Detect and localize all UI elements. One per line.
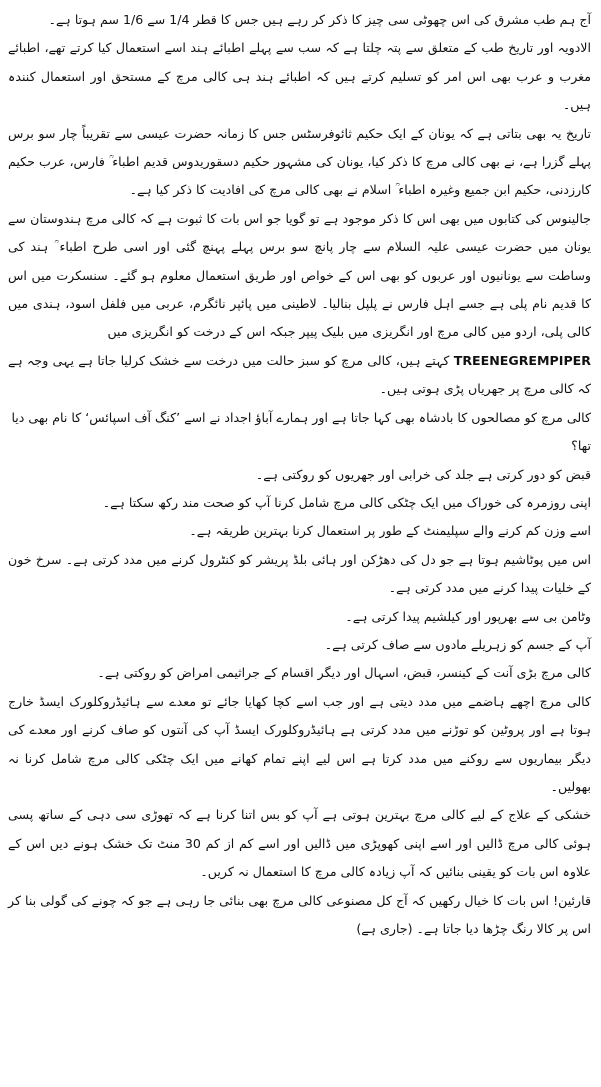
digestion-paragraph: کالی مرچ اچھے ہاضمے میں مدد دیتی ہے اور جب اسے کچا کھایا جائے تو معدے سے ہائیڈروکلورک ایسڈ خارج ہوتا ہے اور پروٹین کو توڑنے میں مدد کرتی ہے ہائیڈروکلورک ایسڈ آپ کی آنتوں کو صاف کرنے اور معدے کی دیگر بیماریوں سے روکنے میں مدد کرتا ہے اس لیے اپنے تمام کھانے میں ایک چٹکی کالی مرچ شامل کرنا نہ بھولیں۔ bbox=[8, 693, 591, 794]
king-of-spices-paragraph: کالی مرچ کو مصالحوں کا بادشاہ بھی کہا جاتا ہے اور ہمارے آباؤ اجداد نے اسے ’کنگ آف اسپائس‘ کا نام بھی دیا تھا؟ bbox=[11, 409, 591, 454]
benefit-vitamin-b: وٹامن بی سے بھرپور اور کیلشیم پیدا کرتی ہے۔ bbox=[345, 608, 591, 624]
latin-term-continuation: کہتے ہیں، کالی مرچ کو سبز حالت میں درخت سے خشک کرلیا جاتا ہے یہی وجہ ہے کہ کالی مرچ پر جھریاں پڑی ہوتی ہیں۔ bbox=[8, 352, 591, 397]
benefit-constipation: قبض کو دور کرتی ہے جلد کی خرابی اور جھریوں کو روکتی ہے۔ bbox=[255, 466, 591, 482]
intro-paragraph: آج ہم طب مشرق کی اس چھوٹی سی چیز کا ذکر کر رہے ہیں جس کا قطر 1/4 سے 1/6 سم ہوتا ہے۔ bbox=[48, 12, 591, 27]
warning-paragraph: قارئین! اس بات کا خیال رکھیں کہ آج کل مصنوعی کالی مرچ بھی بنائی جا رہی ہے جو کہ چونے کی گولی بنا کر اس پر کالا رنگ چڑھا دیا جاتا ہے۔ (جاری ہے) bbox=[8, 892, 591, 936]
benefit-potassium: اس میں پوٹاشیم ہوتا ہے جو دل کی دھڑکن اور ہائی بلڈ پریشر کو کنٹرول کرنے میں مدد کرتی ہے۔ سرخ خون کے خلیات پیدا کرنے میں مدد کرتی ہے۔ bbox=[8, 551, 591, 596]
names-paragraph: جالینوس کی کتابوں میں بھی اس کا ذکر موجود ہے تو گویا جو اس بات کا ثبوت ہے کہ کالی مرچ ہندوستان سے یونان میں حضرت عیسی علیہ السلام سے چار پانچ سو برس پہلے پہنچ گئی اور اسی طرح اطباء ؒ ہند کی وساطت سے یونانیوں اور عربوں کو بھی اس کے خواص اور طریق استعمال معلوم ہو گئے۔ سنسکرت میں اس کا قدیم نام پلی ہے جسے اہل فارس نے پلپل بنالیا۔ لاطینی میں پائپر نائگرم، عربی میں فلفل اسود، ہندی میں کالی پلی، اردو میں کالی مرچ اور انگریزی میں بلیک پیپر جبکہ اس کے درخت کو انگریزی میں bbox=[8, 210, 591, 340]
benefit-weight-loss: اسے وزن کم کرنے والے سپلیمنٹ کے طور پر استعمال کرنا بہترین طریقہ ہے۔ bbox=[189, 523, 591, 539]
dandruff-paragraph: خشکی کے علاج کے لیے کالی مرچ بہترین ہوتی ہے آپ کو بس اتنا کرنا ہے کہ تھوڑی سی دہی کے ساتھ پسی ہوئی کالی مرچ ڈالیں اور اسے اپنی کھوپڑی میں ڈالیں اور اسے کم از کم 30 منٹ تک خشک ہونے دیں اس کے علاوہ اس بات کو یقینی بنائیں کہ آپ زیادہ کالی مرچ کا استعمال نہ کریں۔ bbox=[8, 807, 591, 880]
benefit-daily-diet: اپنی روزمرہ کی خوراک میں ایک چٹکی کالی مرچ شامل کرنا آپ کو صحت مند رکھ سکتا ہے۔ bbox=[102, 494, 591, 510]
history-paragraph: الادویہ اور تاریخ طب کے متعلق سے پتہ چلتا ہے کہ سب سے پہلے اطبائے ہند اسے استعمال کیا کرتے تھے، اطبائے مغرب و عرب بھی اس امر کو تسلیم کرتے ہیں کہ اطبائے ہند ہی کالی مرچ کے مستحق اور استعمال کنندہ ہیں۔ bbox=[8, 40, 591, 113]
benefit-detox: آپ کے جسم کو زہریلے مادوں سے صاف کرتی ہے۔ bbox=[324, 636, 591, 652]
latin-term-paragraph bbox=[8, 347, 591, 404]
greek-physicians-paragraph: تاریخ یہ بھی بتاتی ہے کہ یونان کے ایک حکیم ثائوفرسٹس جس کا زمانہ حضرت عیسی سے تقریباً چار سو برس پہلے گزرا ہے، نے بھی کالی مرچ کا ذکر کیا، یونان کی مشہور حکیم دسقوریدوس قدیم اطباء ؒ فارس، عرب حکیم کارزدنی، حکیم ابن جمیع وغیرہ اطباء ؒ اسلام نے بھی کالی مرچ کی افادیت کا ذکر کیا ہے۔ bbox=[8, 125, 591, 198]
benefit-colon: کالی مرچ بڑی آنت کے کینسر، قبض، اسہال اور دیگر اقسام کے جراثیمی امراض کو روکتی ہے۔ bbox=[97, 665, 591, 681]
latin-term: TREENEGREMPIPER bbox=[453, 352, 591, 368]
